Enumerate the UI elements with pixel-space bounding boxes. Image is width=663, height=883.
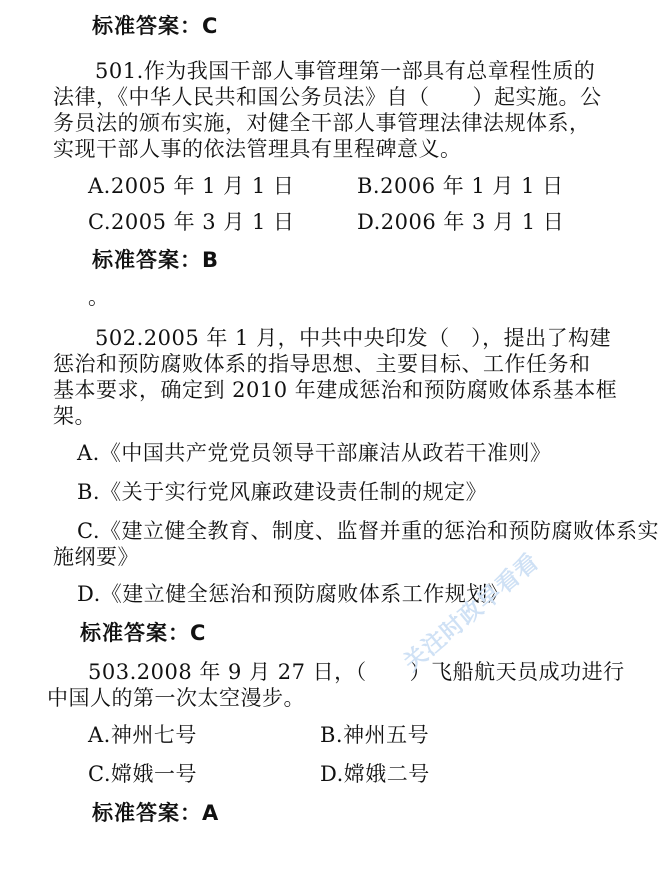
question-501-line-4: 实现干部人事的依法管理具有里程碑意义。	[53, 137, 462, 161]
question-501-line-1: 501.作为我国干部人事管理第一部具有总章程性质的	[95, 59, 596, 83]
answer-top: 标准答案：C	[92, 14, 219, 38]
question-501-option-a: A.2005 年 1 月 1 日	[88, 174, 295, 198]
question-502-option-b: B.《关于实行党风廉政建设责任制的规定》	[77, 480, 488, 504]
question-502-option-c-line-1: C.《建立健全教育、制度、监督并重的惩治和预防腐败体系实	[77, 519, 659, 543]
question-501-option-d: D.2006 年 3 月 1 日	[357, 210, 565, 234]
question-502-line-2: 惩治和预防腐败体系的指导思想、主要目标、工作任务和	[53, 352, 591, 376]
question-503-option-c: C.嫦娥一号	[88, 762, 197, 786]
stray-punctuation: 。	[88, 285, 110, 309]
question-502-line-1: 502.2005 年 1 月，中共中央印发（ ），提出了构建	[95, 326, 612, 350]
question-501-option-b: B.2006 年 1 月 1 日	[357, 174, 564, 198]
question-503-option-d: D.嫦娥二号	[320, 762, 430, 786]
question-503-option-b: B.神州五号	[320, 723, 430, 747]
question-503-option-a: A.神州七号	[88, 723, 197, 747]
question-502-option-c-line-2: 施纲要》	[53, 545, 139, 569]
question-503-line-2: 中国人的第一次太空漫步。	[47, 686, 305, 710]
question-501-option-c: C.2005 年 3 月 1 日	[88, 210, 295, 234]
question-501-line-2: 法律，《中华人民共和国公务员法》自（ ）起实施。公	[53, 85, 602, 109]
watermark: 关注时政早看看	[398, 548, 545, 677]
answer-502: 标准答案：C	[80, 621, 207, 645]
answer-501: 标准答案：B	[92, 248, 220, 272]
question-503-line-1: 503.2008 年 9 月 27 日，（ ）飞船航天员成功进行	[88, 660, 625, 684]
answer-503: 标准答案：A	[92, 801, 220, 825]
question-501-line-3: 务员法的颁布实施，对健全干部人事管理法律法规体系，	[53, 111, 591, 135]
question-502-option-d: D.《建立健全惩治和预防腐败体系工作规划》	[77, 582, 510, 606]
question-502-option-a: A.《中国共产党党员领导干部廉洁从政若干准则》	[77, 441, 552, 465]
question-502-line-4: 架。	[53, 404, 96, 428]
question-502-line-3: 基本要求，确定到 2010 年建成惩治和预防腐败体系基本框	[53, 378, 618, 402]
